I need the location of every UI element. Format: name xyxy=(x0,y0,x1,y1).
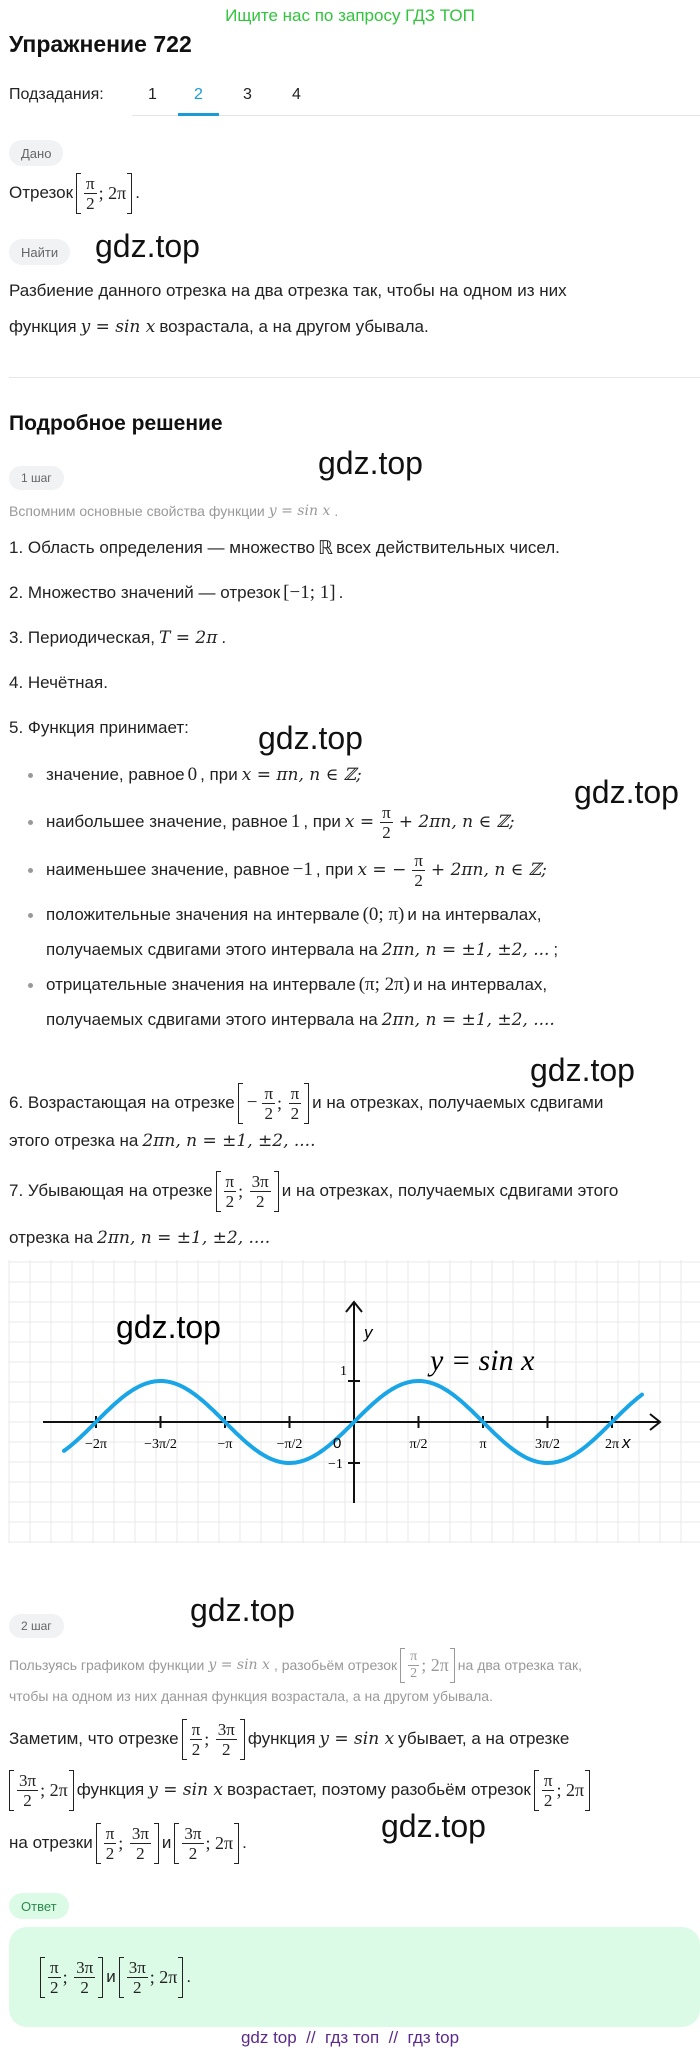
x-tick-label: π xyxy=(479,1437,487,1452)
property-3: 3. Периодическая, T = 2π . xyxy=(9,628,227,648)
tab-1[interactable]: 1 xyxy=(148,86,157,103)
bullet-5-cont: получаемых сдвигами этого интервала на 2πn, n = ±1, ±2, .... xyxy=(46,1010,555,1030)
section-divider xyxy=(9,377,700,378)
search-banner: Ищите нас по запросу ГДЗ ТОП xyxy=(225,6,475,25)
step1-badge: 1 шаг xyxy=(9,466,64,490)
watermark: gdz.top xyxy=(116,1309,221,1345)
bullet-4-cont: получаемых сдвигами этого интервала на 2πn, n = ±1, ±2, ... ; xyxy=(46,940,559,960)
find-badge: Найти xyxy=(9,239,70,265)
given-text: Отрезок $\frac{\pi}{2}$ ; 2π . xyxy=(9,173,140,213)
given-badge: Дано xyxy=(9,140,63,166)
bullet-5: отрицательные значения на интервале (π; 2π) и на интервалах, xyxy=(46,974,548,995)
find-line-2: функция y = sin x возрастала, а на другом убывала. xyxy=(9,317,429,337)
bullet-icon xyxy=(28,983,33,988)
bullet-1: значение, равное 0 , при x = πn, n ∈ ℤ; xyxy=(46,764,362,785)
property-2: 2. Множество значений — отрезок [−1; 1] . xyxy=(9,582,344,603)
x-tick-label: −2π xyxy=(85,1437,107,1452)
answer-badge: Ответ xyxy=(9,1893,69,1919)
y-axis-label: y xyxy=(364,1323,373,1342)
watermark: gdz.top xyxy=(258,720,363,756)
x-tick-label: −π xyxy=(217,1437,233,1452)
x-tick-label: 3π/2 xyxy=(535,1437,560,1452)
step2-line-1: Заметим, что отрезке $\frac{\pi}{2}$ ; $\frac{3\pi}{2}$ функция y = sin x убывает, а на отрезке xyxy=(9,1719,570,1759)
bullet-icon xyxy=(28,820,33,825)
watermark: gdz.top xyxy=(318,445,423,481)
property-1: 1. Область определения — множество ℝ всех действительных чисел. xyxy=(9,537,560,559)
property-4: 4. Нечётная. xyxy=(9,673,108,692)
watermark: gdz.top xyxy=(381,1808,486,1844)
bullet-icon xyxy=(28,868,33,873)
step2-line-3: на отрезки $\frac{\pi}{2}$ ; $\frac{3\pi}{2}$ и $\frac{3\pi}{2}$ ; 2π . xyxy=(9,1823,247,1863)
given-label: Отрезок xyxy=(9,183,74,202)
x-tick-label: 2π xyxy=(604,1437,620,1452)
active-tab-indicator xyxy=(178,113,219,116)
answer-text: $\frac{\pi}{2}$ ; $\frac{3\pi}{2}$ и $\frac{3\pi}{2}$ ; 2π . xyxy=(37,1962,191,1992)
step2-badge: 2 шаг xyxy=(9,1614,64,1638)
page-title: Упражнение 722 xyxy=(9,31,192,57)
answer-box xyxy=(9,1927,700,2027)
subtasks-label: Подзадания: xyxy=(9,86,104,103)
footer-links[interactable]: gdz top // гдз топ // гдз top xyxy=(240,2028,460,2047)
watermark: gdz.top xyxy=(530,1052,635,1088)
bullet-icon xyxy=(28,913,33,918)
property-6: 6. Возрастающая на отрезке − $\frac{\pi}{2}$ ; $\frac{\pi}{2}$ и на отрезках, получаемых сдвигами xyxy=(9,1083,604,1123)
sine-graph xyxy=(0,1258,700,1548)
x-tick-label: π/2 xyxy=(409,1437,428,1452)
tab-4[interactable]: 4 xyxy=(292,86,301,103)
bullet-icon xyxy=(28,773,33,778)
bullet-3: наименьшее значение, равное −1 , при x = − $\frac{\pi}{2}$ + 2πn, n ∈ ℤ; xyxy=(46,850,547,890)
property-7: 7. Убывающая на отрезке $\frac{\pi}{2}$ ; $\frac{3\pi}{2}$ и на отрезках, получаемых сдвигами этого xyxy=(9,1171,619,1211)
y-tick-label: −1 xyxy=(328,1457,343,1472)
step2-intro: Пользуясь графиком функции y = sin x , разобьём отрезок $\frac{\pi}{2}$ ; 2π на два отрезка так, xyxy=(9,1648,583,1681)
watermark: gdz.top xyxy=(95,228,200,264)
property-7-cont: отрезка на 2πn, n = ±1, ±2, .... xyxy=(9,1228,271,1248)
watermark: gdz.top xyxy=(190,1592,295,1628)
step2-intro-cont: чтобы на одном из них данная функция возрастала, а на другом убывала. xyxy=(9,1688,493,1704)
y-tick-label: 1 xyxy=(340,1364,347,1379)
find-line-1: Разбиение данного отрезка на два отрезка так, чтобы на одном из них xyxy=(9,281,567,300)
graph-title: y = sin x xyxy=(430,1344,535,1377)
tab-2[interactable]: 2 xyxy=(194,86,203,103)
property-6-cont: этого отрезка на 2πn, n = ±1, ±2, .... xyxy=(9,1131,316,1151)
step2-line-2: $\frac{3\pi}{2}$ ; 2π функция y = sin x возрастает, поэтому разобьём отрезок $\frac{\pi}{2}$ ; 2π xyxy=(9,1775,593,1805)
tab-3[interactable]: 3 xyxy=(243,86,252,103)
step1-intro: Вспомним основные свойства функции y = sin x . xyxy=(9,503,339,519)
x-tick-label: −π/2 xyxy=(276,1437,303,1452)
segment-bracket: $\frac{\pi}{2}$ ; 2π xyxy=(76,175,132,212)
x-tick-label: −3π/2 xyxy=(144,1437,177,1452)
x-axis-label: x xyxy=(622,1433,631,1452)
bullet-4: положительные значения на интервале (0; π) и на интервалах, xyxy=(46,904,542,925)
origin-label: 0 xyxy=(333,1435,342,1452)
solution-heading: Подробное решение xyxy=(9,412,223,435)
watermark: gdz.top xyxy=(574,774,679,810)
bullet-2: наибольшее значение, равное 1 , при x = $\frac{\pi}{2}$ + 2πn, n ∈ ℤ; xyxy=(46,802,515,842)
property-5: 5. Функция принимает: xyxy=(9,718,189,737)
